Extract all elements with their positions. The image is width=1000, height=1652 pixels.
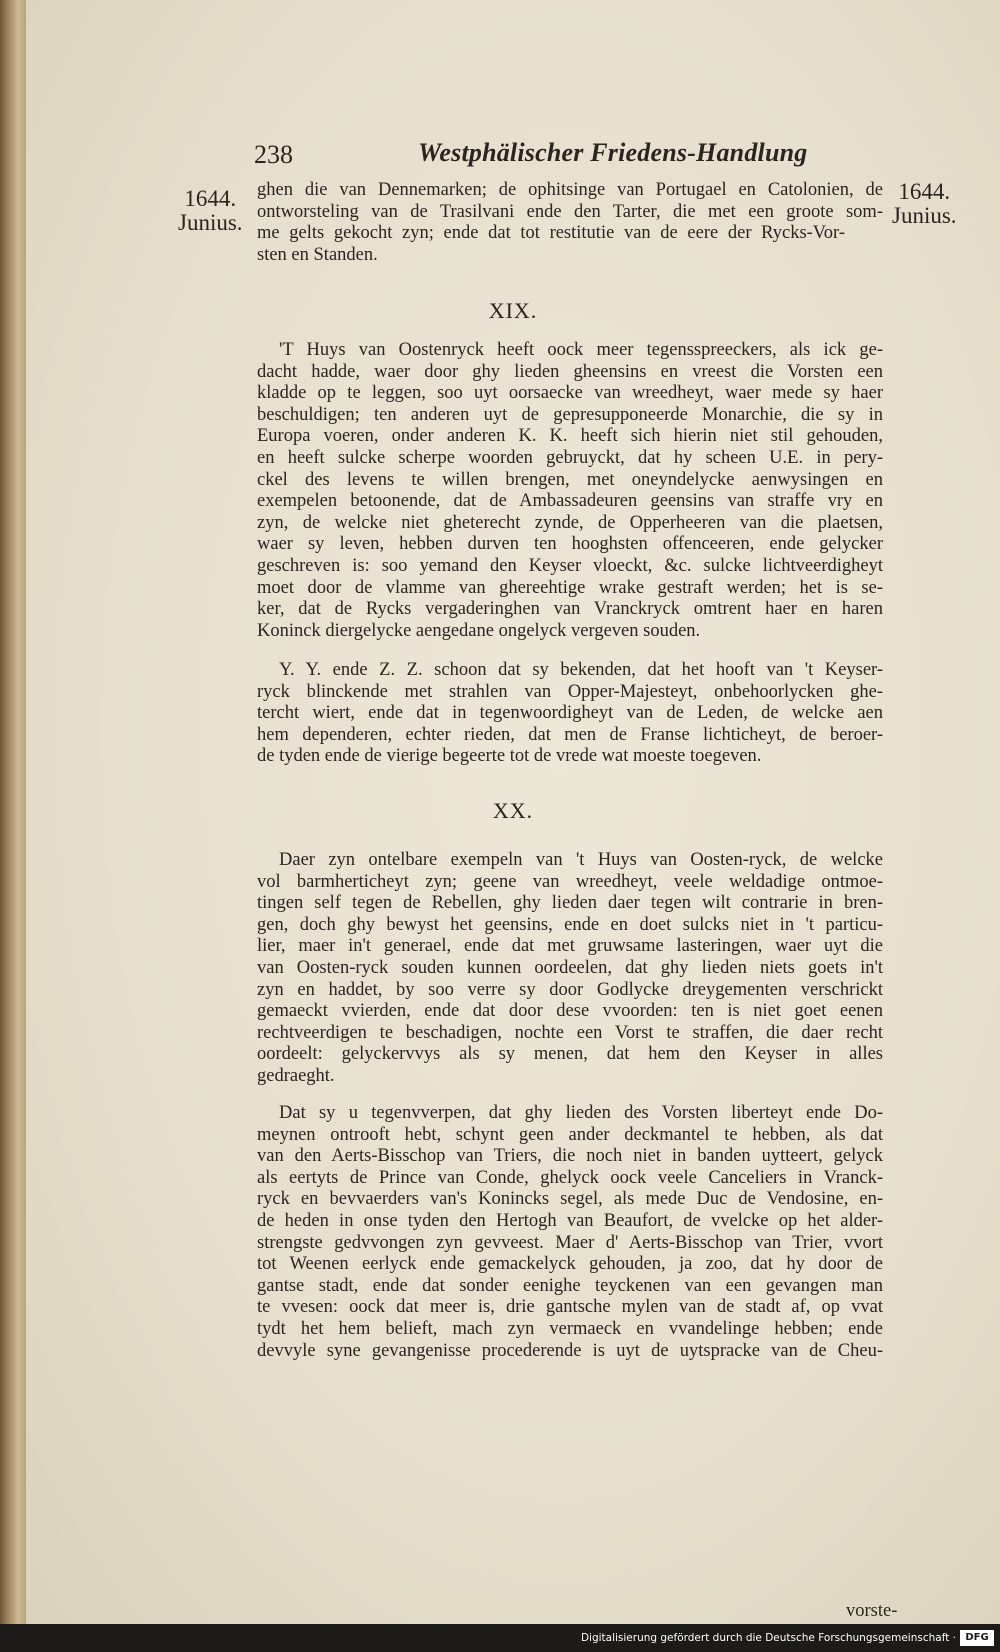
text-line: beschuldigen; ten anderen uyt de gepresupponeerde Monarchie, die sy in [257,404,883,425]
text-line: rechtveerdigen te beschadigen, nochte een Vorst te straffen, die daer recht [257,1022,883,1043]
page-header [26,138,1000,178]
text-line: tingen self tegen de Rebellen, ghy lieden daer tegen wilt contrarie in bren- [257,893,883,914]
xix-paragraph-2 [257,660,883,768]
text-line: oordeelt: gelyckervvys als sy menen, dat hem den Keyser in alles [257,1044,883,1065]
text-line: ryck blinckende met strahlen van Opper-Majesteyt, onbehoorlycken ghe- [257,681,883,702]
text-line: geschreven is: soo yemand den Keyser vloeckt, &c. sulcke lichtveerdigheyt [257,555,883,576]
text-line: Daer zyn ontelbare exempeln van 't Huys van Oosten-ryck, de welcke [279,850,883,870]
text-line: vol barmherticheyt zyn; geene van wreedheyt, veele weldadige ontmoe- [257,871,883,892]
xix-paragraph-1 [257,340,883,642]
text-line: van Oosten-ryck souden kunnen oordeelen, dat ghy lieden niets goets in't [257,957,883,978]
margin-date-left: 1644. Junius. [178,186,243,235]
text-line: tot Weenen eerlyck ende gemackelyck gehouden, ja zoo, dat hy door de [257,1254,883,1275]
text-line: meynen ontrooft hebt, schynt geen ander deckmantel te hebben, als dat [257,1124,883,1145]
text-line: hem dependeren, echter rieden, dat men de Franse lichticheyt, de beroer- [257,724,883,745]
xx-paragraph-1 [257,850,883,1088]
text-line: ghen die van Dennemarken; de ophitsinge van Portugael en Catolonien, de [257,180,883,200]
text-line: kladde op te leggen, soo uyt oorsaecke van wreedheyt, waer mede sy haer [257,383,883,404]
text-line: gen, doch ghy bewyst het geensins, ende en doet sulcks niet in 't particu- [257,914,883,935]
text-line: tydt het hem belieft, mach zyn vermaeck en vvandelinge hebben; ende [257,1318,883,1339]
text-line: lier, maer in't generael, ende dat met gruwsame lasteringen, waer uyt die [257,936,883,957]
section-heading-xix: XIX. [488,298,538,323]
text-line: tercht wiert, ende dat in tegenwoordigheyt van de Leden, de welcke aen [257,703,883,724]
text-line: strengste gedvvongen zyn gevveest. Maer d' Aerts-Bisschop van Trier, vvort [257,1232,883,1253]
text-line: 'T Huys van Oostenryck heeft oock meer tegensspreeckers, als ick ge- [279,340,883,360]
text-line: gedraeght. [257,1065,335,1086]
xx-paragraph-2 [257,1103,883,1362]
text-line: Dat sy u tegenvverpen, dat ghy lieden des Vorsten liberteyt ende Do- [279,1103,883,1123]
section-heading-xx: XX. [492,798,534,823]
text-line: sten en Standen. [257,244,378,265]
running-title: Westphälischer Friedens-Handlung [418,138,808,167]
text-line: Europa voeren, onder anderen K. K. heeft sich hierin niet stil gehouden, [257,426,883,447]
text-line: gemaeckt vvierden, ende dat door dese vvoorden: ten is niet goet eenen [257,1001,883,1022]
text-line: ontworsteling van de Trasilvani ende den Tarter, die met een groote som- [257,201,883,222]
book-page [26,0,1000,1624]
book-spine [0,0,26,1652]
digitization-credit: Digitalisierung gefördert durch die Deutsche Forschungsgemeinschaft · [580,1632,956,1644]
catchword: vorste- [846,1601,898,1621]
text-line: van den Aerts-Bisschop van Triers, die noch niet in banden uytteert, gelyck [257,1146,883,1167]
text-line: de heden in onse tyden den Hertogh van Beaufort, de vvelcke op het alder- [257,1210,883,1231]
dfg-logo: DFG [960,1630,994,1646]
text-line: me gelts gekocht zyn; ende dat tot restitutie van de eere der Rycks-Vor- [257,223,845,244]
text-line: waer sy leven, hebben durven ten hooghsten offenceeren, ende gelycker [257,534,883,555]
text-line: devvyle syne gevangenisse procederende is uyt de uytspracke van de Cheu- [257,1340,883,1361]
text-line: ryck en bevvaerders van's Konincks segel, als mede Duc de Vendosine, en- [257,1189,883,1210]
page-number: 238 [254,140,293,169]
text-line: ckel des levens te willen brengen, met oneyndelycke aenwysingen en [257,469,883,490]
margin-date-right: 1644. Junius. [892,179,957,228]
text-line: moet door de vlamme van ghereehtige wrake gestraft werden; het is se- [257,577,883,598]
text-line: en heeft sulcke scherpe woorden gebruyckt, dat hy scheen U.E. in pery- [257,447,883,468]
intro-paragraph [257,180,883,266]
text-line: exempelen betoonende, dat de Ambassadeuren geensins van straffe vry en [257,491,883,512]
text-line: de tyden ende de vierige begeerte tot de vrede wat moeste toegeven. [257,746,762,767]
text-line: Koninck diergelycke aengedane ongelyck vergeven souden. [257,620,701,641]
text-line: zyn, de welcke niet gheterecht zynde, de Opperheeren van die plaetsen, [257,512,883,533]
text-line: zyn en haddet, by soo verre sy door Godlycke dreygementen verschrickt [257,979,883,1000]
text-line: dacht hadde, waer door ghy lieden gheensins en vreest die Vorsten een [257,361,883,382]
text-line: gantse stadt, ende dat sonder eenighe teyckenen van een gevangen man [257,1275,883,1296]
text-line: ker, dat de Rycks vergaderinghen van Vranckryck omtrent haer en haren [257,599,883,620]
text-line: als eertyts de Prince van Conde, ghelyck oock veele Canceliers in Vranck- [257,1167,883,1188]
text-line: te vvesen: oock dat meer is, drie gantsche mylen van de stadt af, op vvat [257,1297,883,1318]
text-line: Y. Y. ende Z. Z. schoon dat sy bekenden, dat het hooft van 't Keyser- [279,660,883,680]
